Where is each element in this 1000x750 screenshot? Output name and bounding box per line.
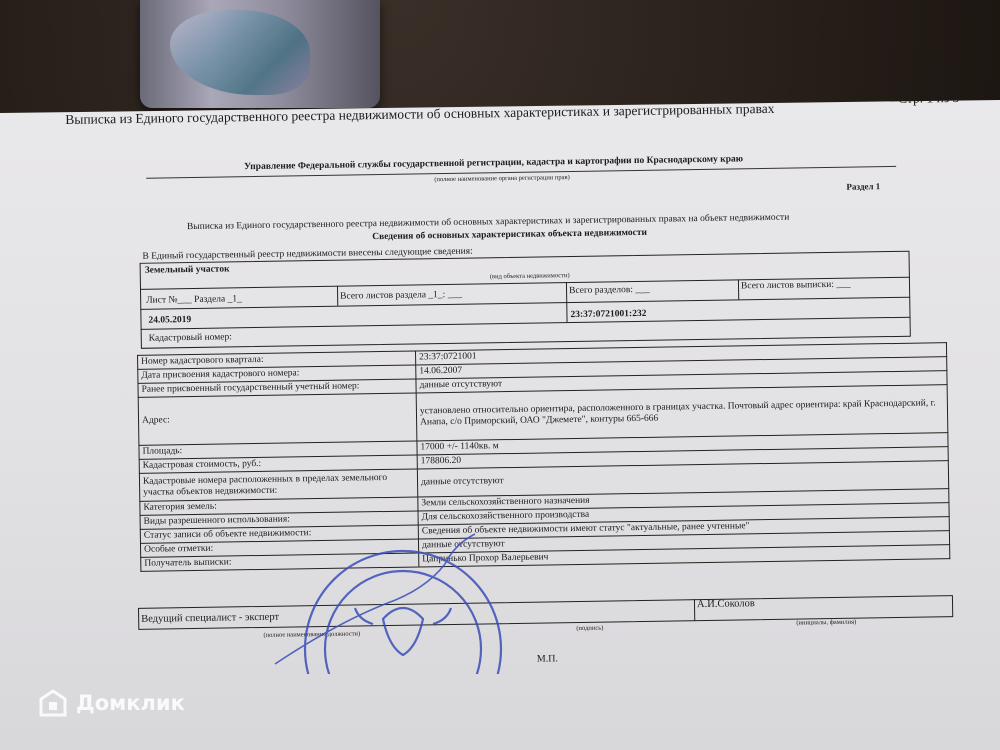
row-value: данные отсутствуют — [417, 461, 948, 497]
row-key: Площадь: — [139, 441, 417, 459]
extract-number: 23:37:0721001:232 — [570, 308, 647, 321]
row-value: установлено относительно ориентира, расположенного в границах участка. Почтовый адрес ориентира: край Краснодарский, г. Анапа, с/о Приморский, ОАО "Джемете", контуры 665-666 — [416, 385, 948, 441]
total-sections: Всего разделов: ___ — [568, 284, 650, 297]
row-key: Кадастровая стоимость, руб.: — [139, 455, 417, 473]
authority-name: Управление Федеральной службы государственной регистрации, кадастра и картографии по Краснодарскому краю — [244, 154, 744, 173]
row-key: Виды разрешенного использования: — [140, 511, 418, 529]
row-key: Адрес: — [138, 393, 417, 445]
position-caption: (полное наименование должности) — [263, 630, 361, 639]
total-sheets-section: Всего листов раздела _1_: ___ — [340, 289, 462, 302]
object-type: Земельный участок — [144, 264, 230, 276]
eagle-emblem-icon — [383, 608, 423, 655]
background-book — [140, 0, 380, 108]
authority-caption: (полное наименование органа регистрации прав) — [434, 174, 570, 184]
signature-scribble — [275, 534, 475, 664]
row-key: Номер кадастрового квартала: — [138, 351, 416, 369]
row-value: 178806.20 — [417, 447, 948, 469]
row-key: Статус записи об объекте недвижимости: — [140, 525, 418, 543]
official-stamp — [255, 474, 535, 674]
signer-name: А.И.Соколов — [696, 598, 755, 611]
row-key: Кадастровые номера расположенных в пределах земельного участка объектов недвижимости: — [139, 469, 417, 501]
watermark-text: Домклик — [76, 691, 185, 715]
row-value: данные отсутствуют — [418, 531, 949, 553]
section-label: Раздел 1 — [846, 181, 881, 192]
stamp-place: М.П. — [536, 653, 559, 665]
registered-text: В Единый государственный реестр недвижимости внесены следующие сведения: — [142, 246, 473, 262]
row-key: Категория земель: — [140, 497, 418, 515]
domclick-watermark — [38, 688, 185, 718]
info-title: Сведения об основных характеристиках объекта недвижимости — [372, 227, 648, 243]
row-value: данные отсутствуют — [416, 371, 947, 393]
row-value: Земли сельскохозяйственного назначения — [418, 489, 949, 511]
object-box — [140, 251, 911, 349]
document-title: Выписка из Единого государственного реестра недвижимости об основных характеристиках и зарегистрированных правах — [65, 100, 775, 127]
row-key: Ранее присвоенный государственный учетный номер: — [138, 379, 416, 397]
house-icon — [38, 688, 68, 718]
row-value: Сведения об объекте недвижимости имеют статус "актуальные, ранее учтенные" — [418, 517, 949, 539]
extract-line: Выписка из Единого государственного реестра недвижимости об основных характеристиках и зарегистрированных правах на объект недвижимости — [186, 212, 790, 233]
signer-position: Ведущий специалист - эксперт — [141, 611, 280, 625]
row-value: Для сельскохозяйственного производства — [418, 503, 949, 525]
sign-caption: (подпись) — [576, 624, 604, 633]
stamp-inner-ring — [325, 571, 481, 674]
row-value: 23:37:0721001 — [415, 343, 946, 365]
name-caption: (инициалы, фамилия) — [796, 618, 857, 627]
object-type-caption: (вид объекта недвижимости) — [489, 272, 570, 281]
row-key: Дата присвоения кадастрового номера: — [138, 365, 416, 383]
extract-date: 24.05.2019 — [148, 315, 192, 326]
total-sheets: Всего листов выписки: ___ — [740, 279, 851, 292]
row-key: Получатель выписки: — [141, 553, 419, 571]
row-value: Цапринько Прохор Валерьевич — [419, 545, 950, 567]
sheet-number: Лист №___ Раздела _1_ — [146, 294, 242, 306]
row-value: 17000 +/- 1140кв. м — [417, 433, 948, 455]
page-number: Стр. 1 из 3 — [897, 89, 960, 106]
row-key: Особые отметки: — [140, 539, 418, 557]
cadastral-label: Кадастровый номер: — [148, 332, 232, 344]
row-value: 14.06.2007 — [416, 357, 947, 379]
